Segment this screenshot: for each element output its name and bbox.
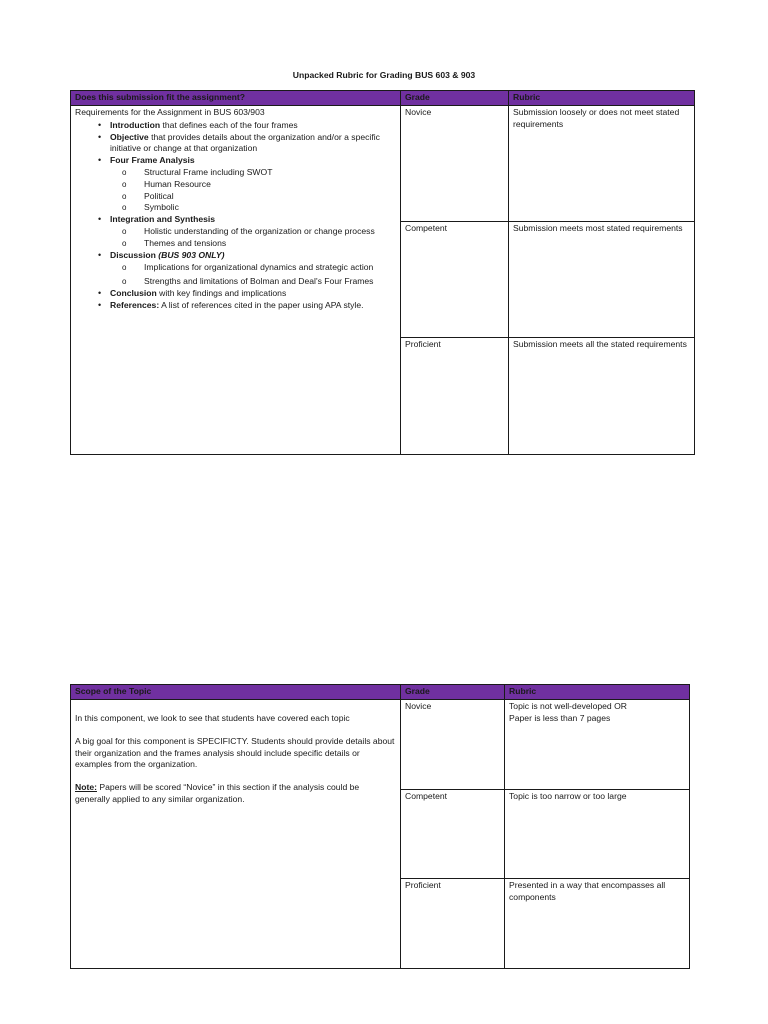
rubric-cell-novice: Submission loosely or does not meet stated requirements — [509, 106, 695, 222]
requirements-intro: Requirements for the Assignment in BUS 603/903 — [75, 107, 265, 117]
rubric-table-assignment-fit — [70, 90, 695, 455]
grade-cell-novice: Novice — [401, 700, 505, 790]
table-row — [71, 106, 695, 222]
grade-header: Grade — [401, 685, 505, 700]
rubric-cell-novice — [505, 700, 690, 790]
scope-description-cell — [71, 700, 401, 969]
grade-header: Grade — [401, 91, 509, 106]
rubric-line: Topic is too narrow or too large — [509, 791, 627, 801]
grade-cell-proficient: Proficient — [401, 338, 509, 455]
requirements-cell — [71, 106, 401, 455]
sub-list — [122, 226, 396, 250]
sub-list — [122, 261, 396, 288]
list-item: o Structural Frame including SWOT — [122, 167, 396, 179]
list-item: o Holistic understanding of the organization or change process — [122, 226, 396, 238]
grade-cell-competent: Competent — [401, 222, 509, 338]
list-item: o Implications for organizational dynamics and strategic action — [122, 261, 396, 275]
rubric-header: Rubric — [509, 91, 695, 106]
list-item: o Symbolic — [122, 202, 396, 214]
list-item: • Introduction that defines each of the four frames — [98, 120, 396, 132]
criterion-header: Does this submission fit the assignment? — [71, 91, 401, 106]
rubric-line: Presented in a way that encompasses all components — [509, 880, 666, 902]
rubric-cell-competent — [505, 790, 690, 879]
list-item: • References: A list of references cited in the paper using APA style. — [98, 300, 396, 312]
scope-paragraph: In this component, we look to see that students have covered each topic — [75, 713, 350, 723]
list-item: o Political — [122, 191, 396, 203]
scope-paragraph: A big goal for this component is SPECIFICTY. Students should provide details about their organization and the frames analysis should include specific details or examples from the organization. — [75, 735, 395, 770]
list-item: • Discussion (BUS 903 ONLY) o Implications for organizational dynamics and strategic action o Strengths and limitations of Bolman and Deal's Four Frames — [98, 250, 396, 289]
list-item: o Human Resource — [122, 179, 396, 191]
rubric-cell-proficient: Submission meets all the stated requirements — [509, 338, 695, 455]
list-item: o Themes and tensions — [122, 238, 396, 250]
requirements-list — [98, 120, 396, 312]
rubric-line: Paper is less than 7 pages — [509, 712, 611, 723]
table-header-row — [71, 685, 690, 700]
list-item: • Conclusion with key findings and implications — [98, 288, 396, 300]
grade-cell-novice: Novice — [401, 106, 509, 222]
rubric-table-scope — [70, 684, 690, 969]
sub-list — [122, 167, 396, 214]
rubric-header: Rubric — [505, 685, 690, 700]
grade-cell-proficient: Proficient — [401, 879, 505, 969]
criterion-header: Scope of the Topic — [71, 685, 401, 700]
list-item: • Objective that provides details about the organization and/or a specific initiative or change at that organization — [98, 132, 396, 156]
scope-note: Note: Papers will be scored “Novice” in this section if the analysis could be generally applied to any similar organization. — [75, 782, 360, 804]
rubric-line: Topic is not well-developed OR — [509, 701, 627, 711]
document-title: Unpacked Rubric for Grading BUS 603 & 903 — [292, 70, 476, 80]
list-item: o Strengths and limitations of Bolman and Deal's Four Frames — [122, 275, 396, 289]
list-item: • Four Frame Analysis o Structural Frame including SWOT o Human Resource o Political o Symbolic — [98, 155, 396, 214]
grade-cell-competent: Competent — [401, 790, 505, 879]
table-row — [71, 700, 690, 790]
rubric-cell-proficient — [505, 879, 690, 969]
rubric-cell-competent: Submission meets most stated requirements — [509, 222, 695, 338]
table-header-row — [71, 91, 695, 106]
list-item: • Integration and Synthesis o Holistic understanding of the organization or change process o Themes and tensions — [98, 214, 396, 249]
